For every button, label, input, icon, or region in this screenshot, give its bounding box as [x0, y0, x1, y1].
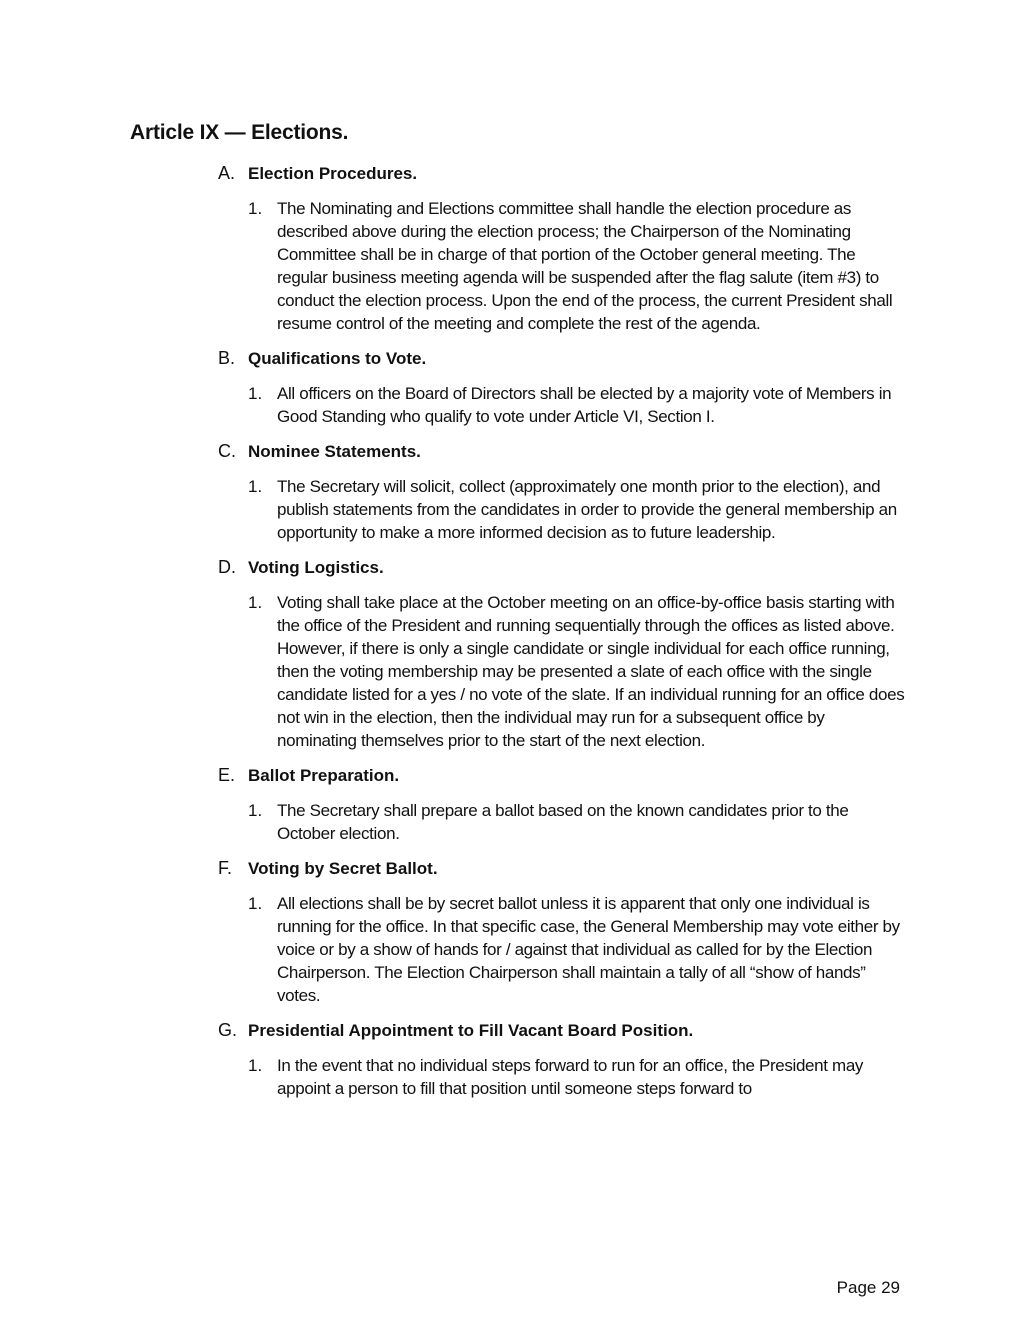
section-qualifications-to-vote: [218, 348, 908, 428]
sections-list: [218, 163, 908, 1113]
list-item: [218, 799, 908, 845]
page-number: Page 29: [836, 1278, 900, 1297]
section-heading: [218, 557, 908, 581]
section-voting-logistics: [218, 557, 908, 752]
item-text: All elections shall be by secret ballot unless it is apparent that only one individual is running for the office. In that specific case, the General Membership may vote either by voice or by a show of hands for / against that individual as called for by the Election Chairperson. The Election Chairperson shall maintain a tally of all “show of hands” votes.: [277, 894, 900, 1005]
item-text: The Secretary will solicit, collect (approximately one month prior to the election), and publish statements from the candidates in order to provide the general membership an opportunity to make a more informed decision as to future leadership.: [277, 477, 897, 542]
section-letter: E.: [218, 765, 236, 785]
list-item: [218, 1054, 908, 1100]
list-item: [218, 382, 908, 428]
item-number: 1.: [248, 199, 263, 218]
item-number: 1.: [248, 1056, 263, 1075]
list-item: [218, 475, 908, 544]
article-title: Article IX — Elections.: [130, 121, 349, 144]
section-title: Presidential Appointment to Fill Vacant Board Position.: [248, 1021, 694, 1040]
section-title: Election Procedures.: [248, 164, 418, 183]
section-letter: F.: [218, 858, 233, 878]
item-number: 1.: [248, 801, 263, 820]
section-presidential-appointment: [218, 1020, 908, 1100]
section-ballot-preparation: [218, 765, 908, 845]
section-title: Voting Logistics.: [248, 558, 384, 577]
section-heading: [218, 163, 908, 187]
list-item: [218, 892, 908, 1007]
item-text: The Secretary shall prepare a ballot based on the known candidates prior to the October election.: [277, 801, 849, 843]
item-text: In the event that no individual steps forward to run for an office, the President may appoint a person to fill that position until someone steps forward to: [277, 1056, 864, 1098]
section-title: Ballot Preparation.: [248, 766, 400, 785]
list-item: [218, 197, 908, 335]
section-election-procedures: [218, 163, 908, 335]
item-number: 1.: [248, 384, 263, 403]
section-letter: A.: [218, 163, 236, 183]
section-heading: [218, 348, 908, 372]
item-text: The Nominating and Elections committee shall handle the election procedure as described above during the election process; the Chairperson of the Nominating Committee shall be in charge of that portion of the October general meeting. The regular business meeting agenda will be suspended after the flag salute (item #3) to conduct the election process. Upon the end of the process, the current President shall resume control of the meeting and complete the rest of the agenda.: [277, 199, 893, 333]
item-number: 1.: [248, 894, 263, 913]
item-number: 1.: [248, 593, 263, 612]
section-letter: G.: [218, 1020, 238, 1040]
section-title: Qualifications to Vote.: [248, 349, 427, 368]
item-text: Voting shall take place at the October meeting on an office-by-office basis starting with the office of the President and running sequentially through the offices as listed above. However, if there is only a single candidate or single individual for each office running, then the voting membership may be presented a slate of each office with the single candidate listed for a yes / no vote of the slate. If an individual running for an office does not win in the election, then the individual may run for a subsequent office by nominating themselves prior to the start of the next election.: [277, 593, 905, 750]
section-letter: D.: [218, 557, 236, 577]
section-nominee-statements: [218, 441, 908, 544]
item-number: 1.: [248, 477, 263, 496]
section-heading: [218, 1020, 908, 1044]
section-title: Voting by Secret Ballot.: [248, 859, 438, 878]
section-heading: [218, 858, 908, 882]
section-title: Nominee Statements.: [248, 442, 421, 461]
section-letter: B.: [218, 348, 236, 368]
item-text: All officers on the Board of Directors shall be elected by a majority vote of Members in Good Standing who qualify to vote under Article VI, Section I.: [277, 384, 892, 426]
section-heading: [218, 765, 908, 789]
section-voting-by-secret-ballot: [218, 858, 908, 1007]
section-letter: C.: [218, 441, 236, 461]
section-heading: [218, 441, 908, 465]
list-item: [218, 591, 908, 752]
